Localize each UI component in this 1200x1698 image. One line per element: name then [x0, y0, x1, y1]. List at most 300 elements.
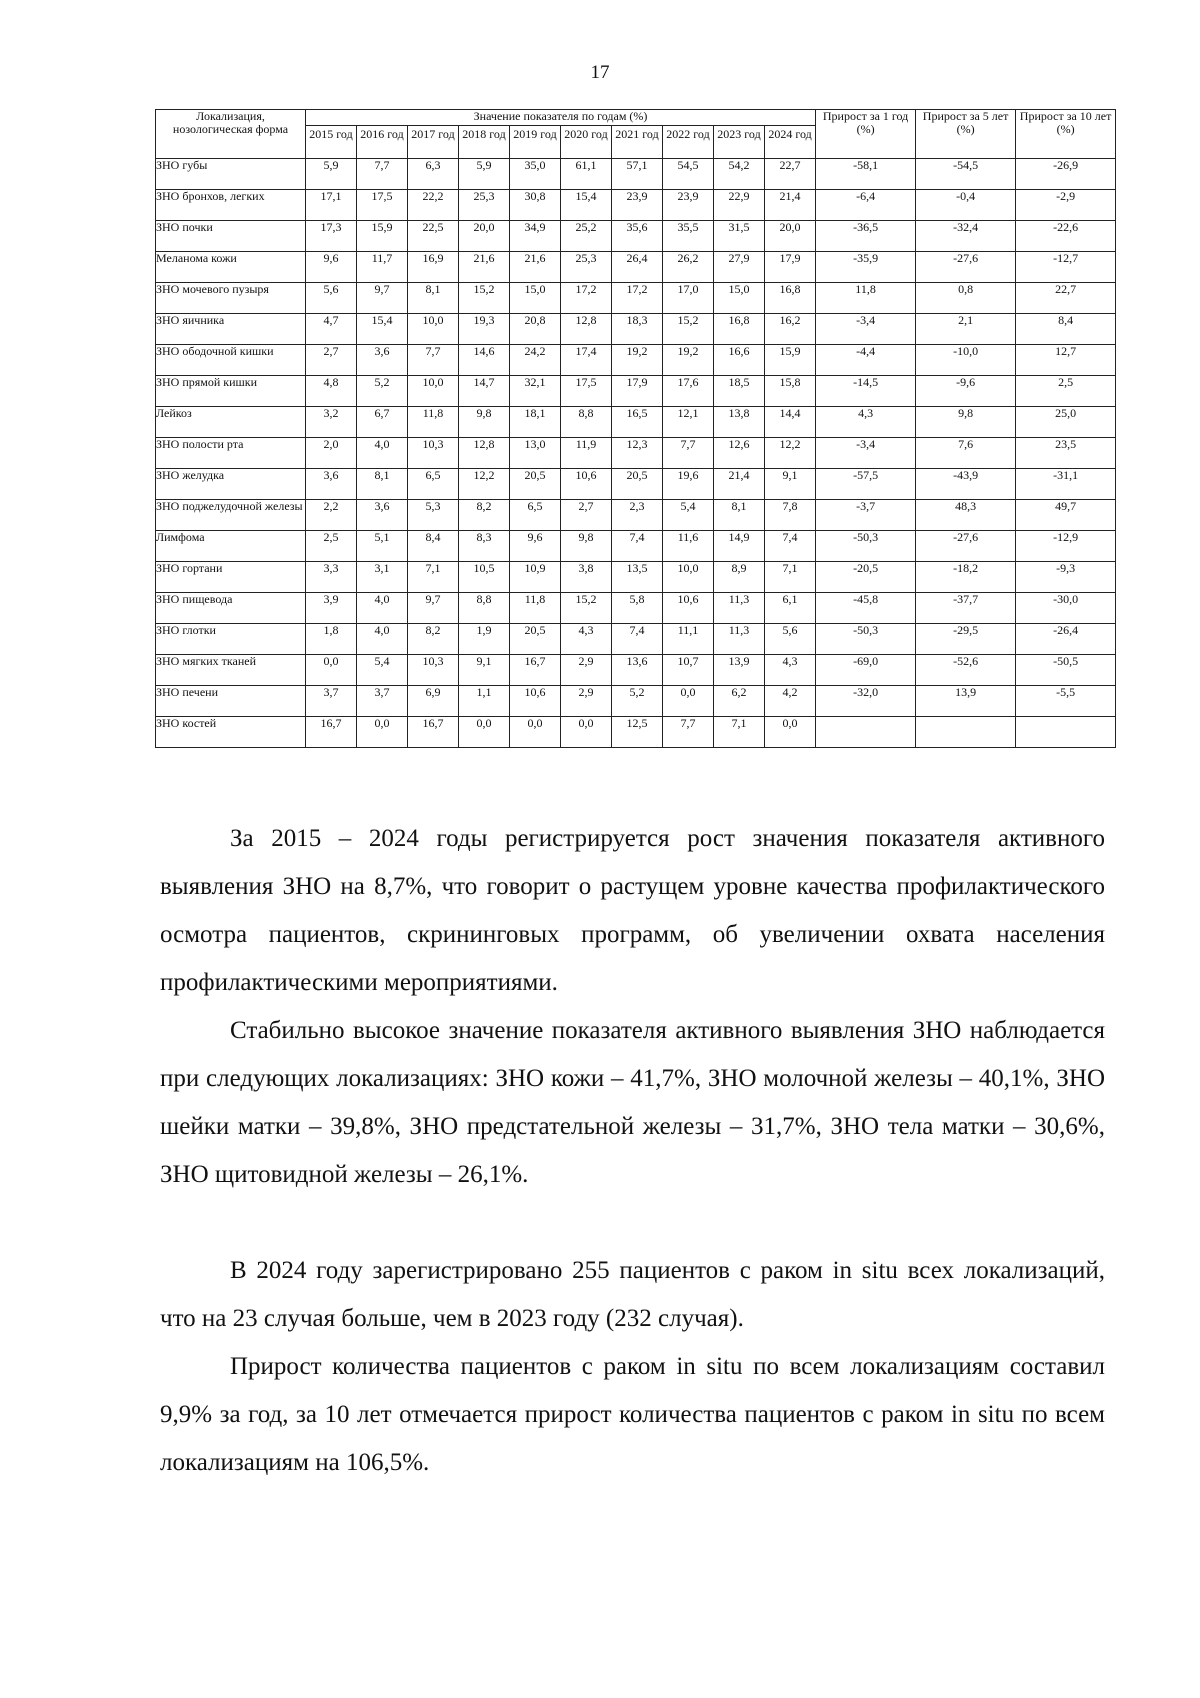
table-cell: 7,1 — [714, 717, 765, 748]
growth-cell: 22,7 — [1016, 283, 1116, 314]
table-cell: 8,8 — [459, 593, 510, 624]
growth-cell: -10,0 — [916, 345, 1016, 376]
table-cell: 25,3 — [459, 190, 510, 221]
table-cell: 3,7 — [306, 686, 357, 717]
growth-cell: -2,9 — [1016, 190, 1116, 221]
header-year: 2016 год — [357, 126, 408, 159]
table-cell: 12,1 — [663, 407, 714, 438]
growth-cell: 8,4 — [1016, 314, 1116, 345]
table-cell: 54,5 — [663, 159, 714, 190]
table-cell: 11,3 — [714, 593, 765, 624]
growth-cell: -37,7 — [916, 593, 1016, 624]
table-cell: 34,9 — [510, 221, 561, 252]
growth-cell: 9,8 — [916, 407, 1016, 438]
table-cell: 15,8 — [765, 376, 816, 407]
table-cell: 12,5 — [612, 717, 663, 748]
table-cell: 22,2 — [408, 190, 459, 221]
table-cell: 20,5 — [510, 624, 561, 655]
table-cell: 5,2 — [612, 686, 663, 717]
table-cell: 9,6 — [306, 252, 357, 283]
row-label: ЗНО печени — [156, 686, 306, 717]
table-cell: 15,2 — [561, 593, 612, 624]
table-cell: 5,4 — [357, 655, 408, 686]
table-cell: 4,3 — [561, 624, 612, 655]
table-cell: 16,5 — [612, 407, 663, 438]
table-cell: 7,1 — [765, 562, 816, 593]
table-cell: 10,0 — [408, 314, 459, 345]
header-year: 2019 год — [510, 126, 561, 159]
table-cell: 16,7 — [510, 655, 561, 686]
table-row — [156, 469, 1116, 500]
header-growth-1y: Прирост за 1 год (%) — [816, 110, 916, 159]
table-cell: 16,8 — [765, 283, 816, 314]
table-cell: 0,0 — [357, 717, 408, 748]
table-cell: 0,0 — [306, 655, 357, 686]
row-label: Лимфома — [156, 531, 306, 562]
growth-cell: -27,6 — [916, 531, 1016, 562]
growth-cell: -50,5 — [1016, 655, 1116, 686]
table-cell: 2,3 — [612, 500, 663, 531]
table-cell: 10,6 — [561, 469, 612, 500]
growth-cell: -3,4 — [816, 314, 916, 345]
row-label: ЗНО полости рта — [156, 438, 306, 469]
table-cell: 9,1 — [459, 655, 510, 686]
table-cell: 7,4 — [612, 624, 663, 655]
header-year: 2018 год — [459, 126, 510, 159]
table-row — [156, 686, 1116, 717]
table-cell: 17,6 — [663, 376, 714, 407]
table-cell: 20,5 — [612, 469, 663, 500]
table-cell: 12,2 — [459, 469, 510, 500]
table-cell: 8,2 — [408, 624, 459, 655]
table-cell: 17,2 — [612, 283, 663, 314]
table-cell: 6,2 — [714, 686, 765, 717]
table-cell: 13,8 — [714, 407, 765, 438]
row-label: Лейкоз — [156, 407, 306, 438]
table-cell: 11,8 — [408, 407, 459, 438]
row-label: ЗНО костей — [156, 717, 306, 748]
table-cell: 15,0 — [714, 283, 765, 314]
table-cell: 11,7 — [357, 252, 408, 283]
table-cell: 3,8 — [561, 562, 612, 593]
table-cell: 2,7 — [306, 345, 357, 376]
table-cell: 5,3 — [408, 500, 459, 531]
table-cell: 17,5 — [561, 376, 612, 407]
row-label: ЗНО бронхов, легких — [156, 190, 306, 221]
table-row — [156, 655, 1116, 686]
table-cell: 0,0 — [663, 686, 714, 717]
table-cell: 16,6 — [714, 345, 765, 376]
growth-cell: 12,7 — [1016, 345, 1116, 376]
header-growth-10y: Прирост за 10 лет (%) — [1016, 110, 1116, 159]
table-cell: 30,8 — [510, 190, 561, 221]
growth-cell: 25,0 — [1016, 407, 1116, 438]
header-year: 2015 год — [306, 126, 357, 159]
row-label: ЗНО прямой кишки — [156, 376, 306, 407]
table-cell: 15,9 — [765, 345, 816, 376]
table-cell: 17,4 — [561, 345, 612, 376]
header-year: 2020 год — [561, 126, 612, 159]
growth-cell: -29,5 — [916, 624, 1016, 655]
table-cell: 18,3 — [612, 314, 663, 345]
header-year: 2022 год — [663, 126, 714, 159]
table-cell: 15,2 — [459, 283, 510, 314]
table-cell: 20,0 — [459, 221, 510, 252]
growth-cell — [816, 717, 916, 748]
table-cell: 10,6 — [510, 686, 561, 717]
table-cell: 22,7 — [765, 159, 816, 190]
paragraph: Прирост количества пациентов с раком in situ по всем локализациям составил 9,9% за год, за 10 лет отмечается прирост количества пациентов с раком in situ по всем локализациям на 106,5%. — [160, 1353, 1105, 1476]
table-cell: 22,9 — [714, 190, 765, 221]
table-cell: 15,4 — [357, 314, 408, 345]
table-cell: 20,5 — [510, 469, 561, 500]
table-cell: 54,2 — [714, 159, 765, 190]
table-cell: 15,4 — [561, 190, 612, 221]
table-cell: 10,6 — [663, 593, 714, 624]
table-cell: 8,1 — [714, 500, 765, 531]
table-cell: 3,2 — [306, 407, 357, 438]
row-label: ЗНО почки — [156, 221, 306, 252]
table-cell: 11,9 — [561, 438, 612, 469]
table-cell: 9,1 — [765, 469, 816, 500]
table-cell: 13,9 — [714, 655, 765, 686]
table-row — [156, 252, 1116, 283]
table-cell: 35,6 — [612, 221, 663, 252]
row-label: ЗНО мягких тканей — [156, 655, 306, 686]
table-row — [156, 345, 1116, 376]
table-cell: 26,2 — [663, 252, 714, 283]
table-cell: 12,8 — [459, 438, 510, 469]
table-cell: 2,7 — [561, 500, 612, 531]
table-cell: 2,5 — [306, 531, 357, 562]
table-row — [156, 531, 1116, 562]
growth-cell: 2,1 — [916, 314, 1016, 345]
growth-cell: -4,4 — [816, 345, 916, 376]
row-label: ЗНО желудка — [156, 469, 306, 500]
growth-cell: -12,9 — [1016, 531, 1116, 562]
growth-cell: -54,5 — [916, 159, 1016, 190]
table-cell: 57,1 — [612, 159, 663, 190]
growth-cell: -32,4 — [916, 221, 1016, 252]
table-cell: 2,9 — [561, 655, 612, 686]
table-cell: 21,6 — [510, 252, 561, 283]
table-cell: 13,6 — [612, 655, 663, 686]
table-cell: 9,7 — [357, 283, 408, 314]
table-cell: 8,8 — [561, 407, 612, 438]
table-cell: 12,2 — [765, 438, 816, 469]
table-cell: 4,8 — [306, 376, 357, 407]
table-cell: 16,8 — [714, 314, 765, 345]
table-cell: 0,0 — [510, 717, 561, 748]
table-cell: 7,7 — [663, 438, 714, 469]
growth-cell: -20,5 — [816, 562, 916, 593]
table-cell: 10,0 — [408, 376, 459, 407]
table-cell: 3,6 — [357, 500, 408, 531]
growth-cell: -14,5 — [816, 376, 916, 407]
table-cell: 7,4 — [612, 531, 663, 562]
table-cell: 9,7 — [408, 593, 459, 624]
table-cell: 17,1 — [306, 190, 357, 221]
table-cell: 13,5 — [612, 562, 663, 593]
table-cell: 7,4 — [765, 531, 816, 562]
table-cell: 15,9 — [357, 221, 408, 252]
growth-cell: 49,7 — [1016, 500, 1116, 531]
row-label: Меланома кожи — [156, 252, 306, 283]
table-cell: 3,6 — [357, 345, 408, 376]
growth-cell: -0,4 — [916, 190, 1016, 221]
header-year: 2024 год — [765, 126, 816, 159]
table-row — [156, 376, 1116, 407]
table-cell: 12,8 — [561, 314, 612, 345]
row-label: ЗНО ободочной кишки — [156, 345, 306, 376]
table-row — [156, 190, 1116, 221]
table-cell: 10,3 — [408, 438, 459, 469]
growth-cell: -26,9 — [1016, 159, 1116, 190]
table-cell: 7,7 — [408, 345, 459, 376]
header-location: Локализация, нозологическая форма — [156, 110, 306, 159]
table-cell: 8,9 — [714, 562, 765, 593]
row-label: ЗНО мочевого пузыря — [156, 283, 306, 314]
table-cell: 19,6 — [663, 469, 714, 500]
growth-cell: 2,5 — [1016, 376, 1116, 407]
data-table — [155, 109, 1116, 748]
growth-cell: -52,6 — [916, 655, 1016, 686]
table-cell: 5,6 — [306, 283, 357, 314]
table-cell: 17,5 — [357, 190, 408, 221]
row-label: ЗНО поджелудочной железы — [156, 500, 306, 531]
table-cell: 2,2 — [306, 500, 357, 531]
table-cell: 10,3 — [408, 655, 459, 686]
header-year: 2021 год — [612, 126, 663, 159]
header-values: Значение показателя по годам (%) — [306, 110, 816, 126]
table-cell: 23,9 — [663, 190, 714, 221]
table-cell: 5,1 — [357, 531, 408, 562]
row-label: ЗНО глотки — [156, 624, 306, 655]
table-cell: 9,8 — [459, 407, 510, 438]
table-cell: 19,2 — [612, 345, 663, 376]
table-cell: 16,7 — [408, 717, 459, 748]
table-cell: 13,0 — [510, 438, 561, 469]
table-cell: 1,9 — [459, 624, 510, 655]
row-label: ЗНО гортани — [156, 562, 306, 593]
table-cell: 14,7 — [459, 376, 510, 407]
growth-cell: -69,0 — [816, 655, 916, 686]
table-row — [156, 407, 1116, 438]
table-cell: 7,1 — [408, 562, 459, 593]
table-cell: 8,4 — [408, 531, 459, 562]
table-cell: 3,1 — [357, 562, 408, 593]
table-cell: 3,3 — [306, 562, 357, 593]
table-cell: 3,7 — [357, 686, 408, 717]
table-cell: 12,3 — [612, 438, 663, 469]
growth-cell: -58,1 — [816, 159, 916, 190]
table-cell: 35,5 — [663, 221, 714, 252]
table-cell: 6,5 — [408, 469, 459, 500]
table-cell: 15,2 — [663, 314, 714, 345]
table-cell: 0,0 — [561, 717, 612, 748]
table-cell: 3,9 — [306, 593, 357, 624]
table-cell: 10,7 — [663, 655, 714, 686]
growth-cell: 4,3 — [816, 407, 916, 438]
table-cell: 10,9 — [510, 562, 561, 593]
table-cell: 4,0 — [357, 624, 408, 655]
table-row — [156, 562, 1116, 593]
table-cell: 24,2 — [510, 345, 561, 376]
table-cell: 8,1 — [408, 283, 459, 314]
header-year: 2017 год — [408, 126, 459, 159]
growth-cell: -26,4 — [1016, 624, 1116, 655]
growth-cell: -22,6 — [1016, 221, 1116, 252]
table-cell: 21,4 — [765, 190, 816, 221]
table-row — [156, 438, 1116, 469]
table-cell: 8,3 — [459, 531, 510, 562]
table-cell: 31,5 — [714, 221, 765, 252]
growth-cell: 11,8 — [816, 283, 916, 314]
table-cell: 32,1 — [510, 376, 561, 407]
table-cell: 5,9 — [459, 159, 510, 190]
table-cell: 16,9 — [408, 252, 459, 283]
growth-cell: -50,3 — [816, 624, 916, 655]
table-cell: 4,0 — [357, 593, 408, 624]
table-cell: 25,3 — [561, 252, 612, 283]
table-row — [156, 283, 1116, 314]
growth-cell: -36,5 — [816, 221, 916, 252]
growth-cell: 23,5 — [1016, 438, 1116, 469]
table-cell: 12,6 — [714, 438, 765, 469]
table-cell: 11,8 — [510, 593, 561, 624]
growth-cell: 13,9 — [916, 686, 1016, 717]
table-cell: 9,6 — [510, 531, 561, 562]
table-cell: 17,0 — [663, 283, 714, 314]
table-cell: 15,0 — [510, 283, 561, 314]
table-cell: 6,3 — [408, 159, 459, 190]
table-cell: 23,9 — [612, 190, 663, 221]
growth-cell — [916, 717, 1016, 748]
table-cell: 6,1 — [765, 593, 816, 624]
table-cell: 2,0 — [306, 438, 357, 469]
paragraph: За 2015 – 2024 годы регистрируется рост значения показателя активного выявления ЗНО на 8,7%, что говорит о растущем уровне качества профилактического осмотра пациентов, скрининговых программ, об увеличении охвата населения профилактическими мероприятиями. — [160, 825, 1105, 996]
growth-cell: -9,3 — [1016, 562, 1116, 593]
table-cell: 17,9 — [612, 376, 663, 407]
growth-cell: -31,1 — [1016, 469, 1116, 500]
table-cell: 18,1 — [510, 407, 561, 438]
growth-cell: 0,8 — [916, 283, 1016, 314]
growth-cell: -3,7 — [816, 500, 916, 531]
table-cell: 5,6 — [765, 624, 816, 655]
growth-cell: -57,5 — [816, 469, 916, 500]
table-cell: 5,2 — [357, 376, 408, 407]
growth-cell: 48,3 — [916, 500, 1016, 531]
table-cell: 10,0 — [663, 562, 714, 593]
table-cell: 0,0 — [765, 717, 816, 748]
table-cell: 6,5 — [510, 500, 561, 531]
table-cell: 1,1 — [459, 686, 510, 717]
table-cell: 22,5 — [408, 221, 459, 252]
table-row — [156, 159, 1116, 190]
table-cell: 18,5 — [714, 376, 765, 407]
table-cell: 17,3 — [306, 221, 357, 252]
table-cell: 16,2 — [765, 314, 816, 345]
table-cell: 27,9 — [714, 252, 765, 283]
table-cell: 2,9 — [561, 686, 612, 717]
table-cell: 14,6 — [459, 345, 510, 376]
table-cell: 7,8 — [765, 500, 816, 531]
table-cell: 26,4 — [612, 252, 663, 283]
table-cell: 6,7 — [357, 407, 408, 438]
growth-cell: -30,0 — [1016, 593, 1116, 624]
header-growth-5y: Прирост за 5 лет (%) — [916, 110, 1016, 159]
table-cell: 6,9 — [408, 686, 459, 717]
table-row — [156, 717, 1116, 748]
table-cell: 8,2 — [459, 500, 510, 531]
header-year: 2023 год — [714, 126, 765, 159]
growth-cell: -6,4 — [816, 190, 916, 221]
table-cell: 5,4 — [663, 500, 714, 531]
table-cell: 17,9 — [765, 252, 816, 283]
table-cell: 4,3 — [765, 655, 816, 686]
table-cell: 11,6 — [663, 531, 714, 562]
table-cell: 14,4 — [765, 407, 816, 438]
table-cell: 20,0 — [765, 221, 816, 252]
table-cell: 19,2 — [663, 345, 714, 376]
table-cell: 8,1 — [357, 469, 408, 500]
growth-cell: -35,9 — [816, 252, 916, 283]
table-cell: 35,0 — [510, 159, 561, 190]
table-cell: 4,0 — [357, 438, 408, 469]
table-cell: 20,8 — [510, 314, 561, 345]
table-cell: 5,8 — [612, 593, 663, 624]
table-cell: 9,8 — [561, 531, 612, 562]
table-cell: 4,2 — [765, 686, 816, 717]
table-cell: 14,9 — [714, 531, 765, 562]
table-cell: 3,6 — [306, 469, 357, 500]
paragraph: Стабильно высокое значение показателя активного выявления ЗНО наблюдается при следующих локализациях: ЗНО кожи – 41,7%, ЗНО молочной железы – 40,1%, ЗНО шейки матки – 39,8%, ЗНО предстательной железы – 31,7%, ЗНО тела матки – 30,6%, ЗНО щитовидной железы – 26,1%. — [160, 1017, 1105, 1188]
table-row — [156, 221, 1116, 252]
table-cell: 7,7 — [663, 717, 714, 748]
paragraph: В 2024 году зарегистрировано 255 пациентов с раком in situ всех локализаций, что на 23 случая больше, чем в 2023 году (232 случая). — [160, 1257, 1105, 1332]
table-cell: 21,6 — [459, 252, 510, 283]
table-cell: 10,5 — [459, 562, 510, 593]
growth-cell: -3,4 — [816, 438, 916, 469]
row-label: ЗНО губы — [156, 159, 306, 190]
growth-cell: -9,6 — [916, 376, 1016, 407]
growth-cell: -45,8 — [816, 593, 916, 624]
page-number: 17 — [590, 62, 610, 83]
table-cell: 16,7 — [306, 717, 357, 748]
table-row — [156, 624, 1116, 655]
table-cell: 61,1 — [561, 159, 612, 190]
table-row — [156, 593, 1116, 624]
growth-cell: -27,6 — [916, 252, 1016, 283]
row-label: ЗНО пищевода — [156, 593, 306, 624]
table-cell: 11,3 — [714, 624, 765, 655]
growth-cell: -18,2 — [916, 562, 1016, 593]
table-cell: 7,7 — [357, 159, 408, 190]
table-cell: 1,8 — [306, 624, 357, 655]
table-cell: 11,1 — [663, 624, 714, 655]
table-cell: 19,3 — [459, 314, 510, 345]
growth-cell: -5,5 — [1016, 686, 1116, 717]
table-cell: 0,0 — [459, 717, 510, 748]
table-cell: 4,7 — [306, 314, 357, 345]
growth-cell: -50,3 — [816, 531, 916, 562]
growth-cell: 7,6 — [916, 438, 1016, 469]
growth-cell — [1016, 717, 1116, 748]
growth-cell: -12,7 — [1016, 252, 1116, 283]
table-cell: 25,2 — [561, 221, 612, 252]
table-row — [156, 500, 1116, 531]
table-cell: 5,9 — [306, 159, 357, 190]
